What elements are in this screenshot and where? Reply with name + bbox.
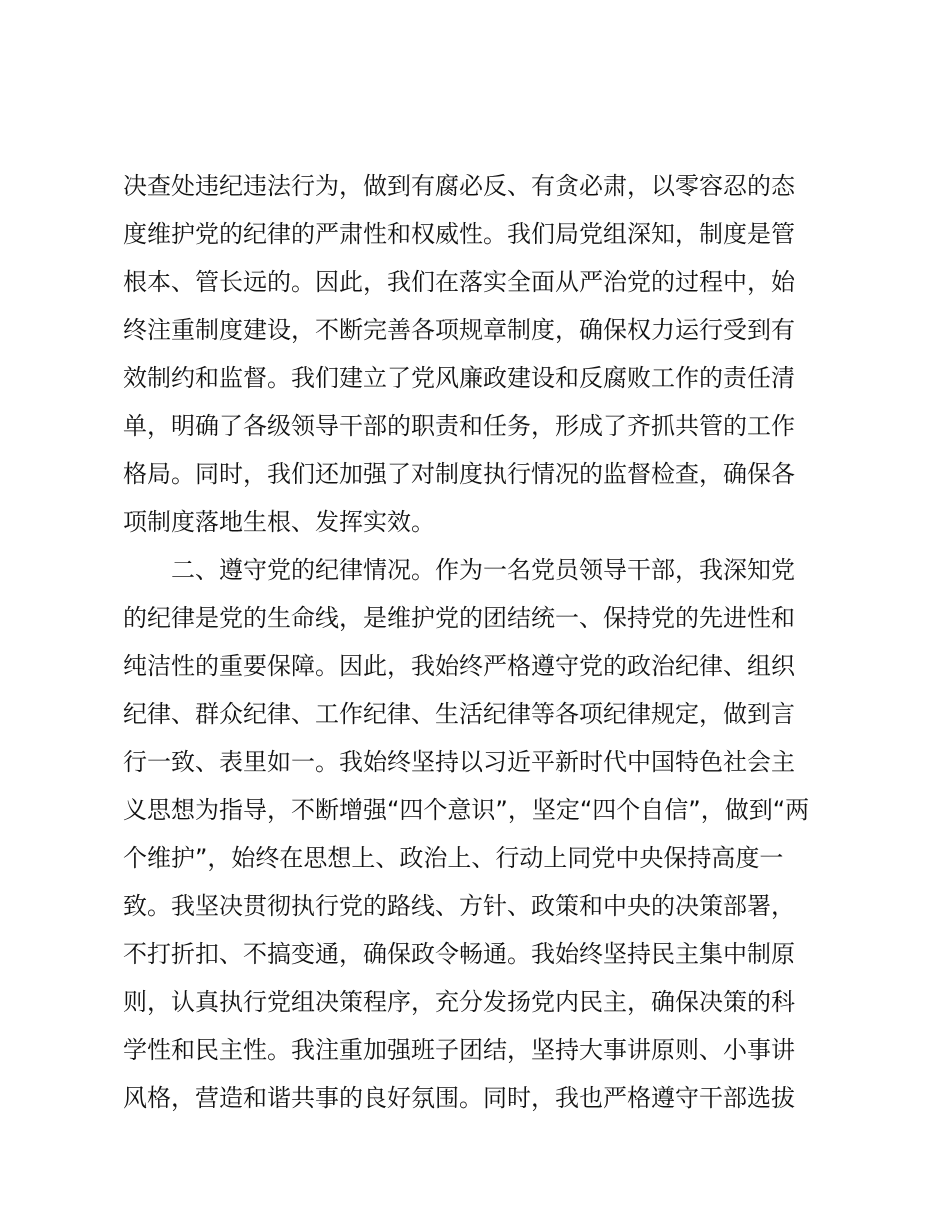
body-text [123, 162, 843, 1122]
text-line: 度维护党的纪律的严肃性和权威性。我们局党组深知，制度是管 [123, 220, 795, 248]
text-line: 不打折扣、不搞变通，确保政令畅通。我始终坚持民主集中制原 [123, 940, 795, 968]
section-heading-line: 二、遵守党的纪律情况。作为一名党员领导干部，我深知党 [171, 556, 795, 584]
text-line: 纯洁性的重要保障。因此，我始终严格遵守党的政治纪律、组织 [123, 652, 795, 680]
text-line: 学性和民主性。我注重加强班子团结，坚持大事讲原则、小事讲 [123, 1036, 795, 1064]
text-line: 效制约和监督。我们建立了党风廉政建设和反腐败工作的责任清 [123, 364, 795, 392]
text-line: 则，认真执行党组决策程序，充分发扬党内民主，确保决策的科 [123, 988, 795, 1016]
text-line: 决查处违纪违法行为，做到有腐必反、有贪必肃，以零容忍的态 [123, 172, 795, 200]
text-line: 纪律、群众纪律、工作纪律、生活纪律等各项纪律规定，做到言 [123, 700, 795, 728]
text-line: 格局。同时，我们还加强了对制度执行情况的监督检查，确保各 [123, 460, 795, 488]
text-line: 单，明确了各级领导干部的职责和任务，形成了齐抓共管的工作 [123, 412, 795, 440]
text-line: 义思想为指导，不断增强“四个意识”，坚定“四个自信”，做到“两 [123, 796, 810, 824]
text-line: 终注重制度建设，不断完善各项规章制度，确保权力运行受到有 [123, 316, 795, 344]
text-line: 行一致、表里如一。我始终坚持以习近平新时代中国特色社会主 [123, 748, 795, 776]
text-line: 致。我坚决贯彻执行党的路线、方针、政策和中央的决策部署， [123, 892, 795, 920]
text-line: 根本、管长远的。因此，我们在落实全面从严治党的过程中，始 [123, 268, 795, 296]
text-line: 个维护”，始终在思想上、政治上、行动上同党中央保持高度一 [123, 844, 784, 872]
text-line: 的纪律是党的生命线，是维护党的团结统一、保持党的先进性和 [123, 604, 795, 632]
text-line: 风格，营造和谐共事的良好氛围。同时，我也严格遵守干部选拔 [123, 1084, 795, 1112]
text-line: 项制度落地生根、发挥实效。 [123, 508, 435, 536]
